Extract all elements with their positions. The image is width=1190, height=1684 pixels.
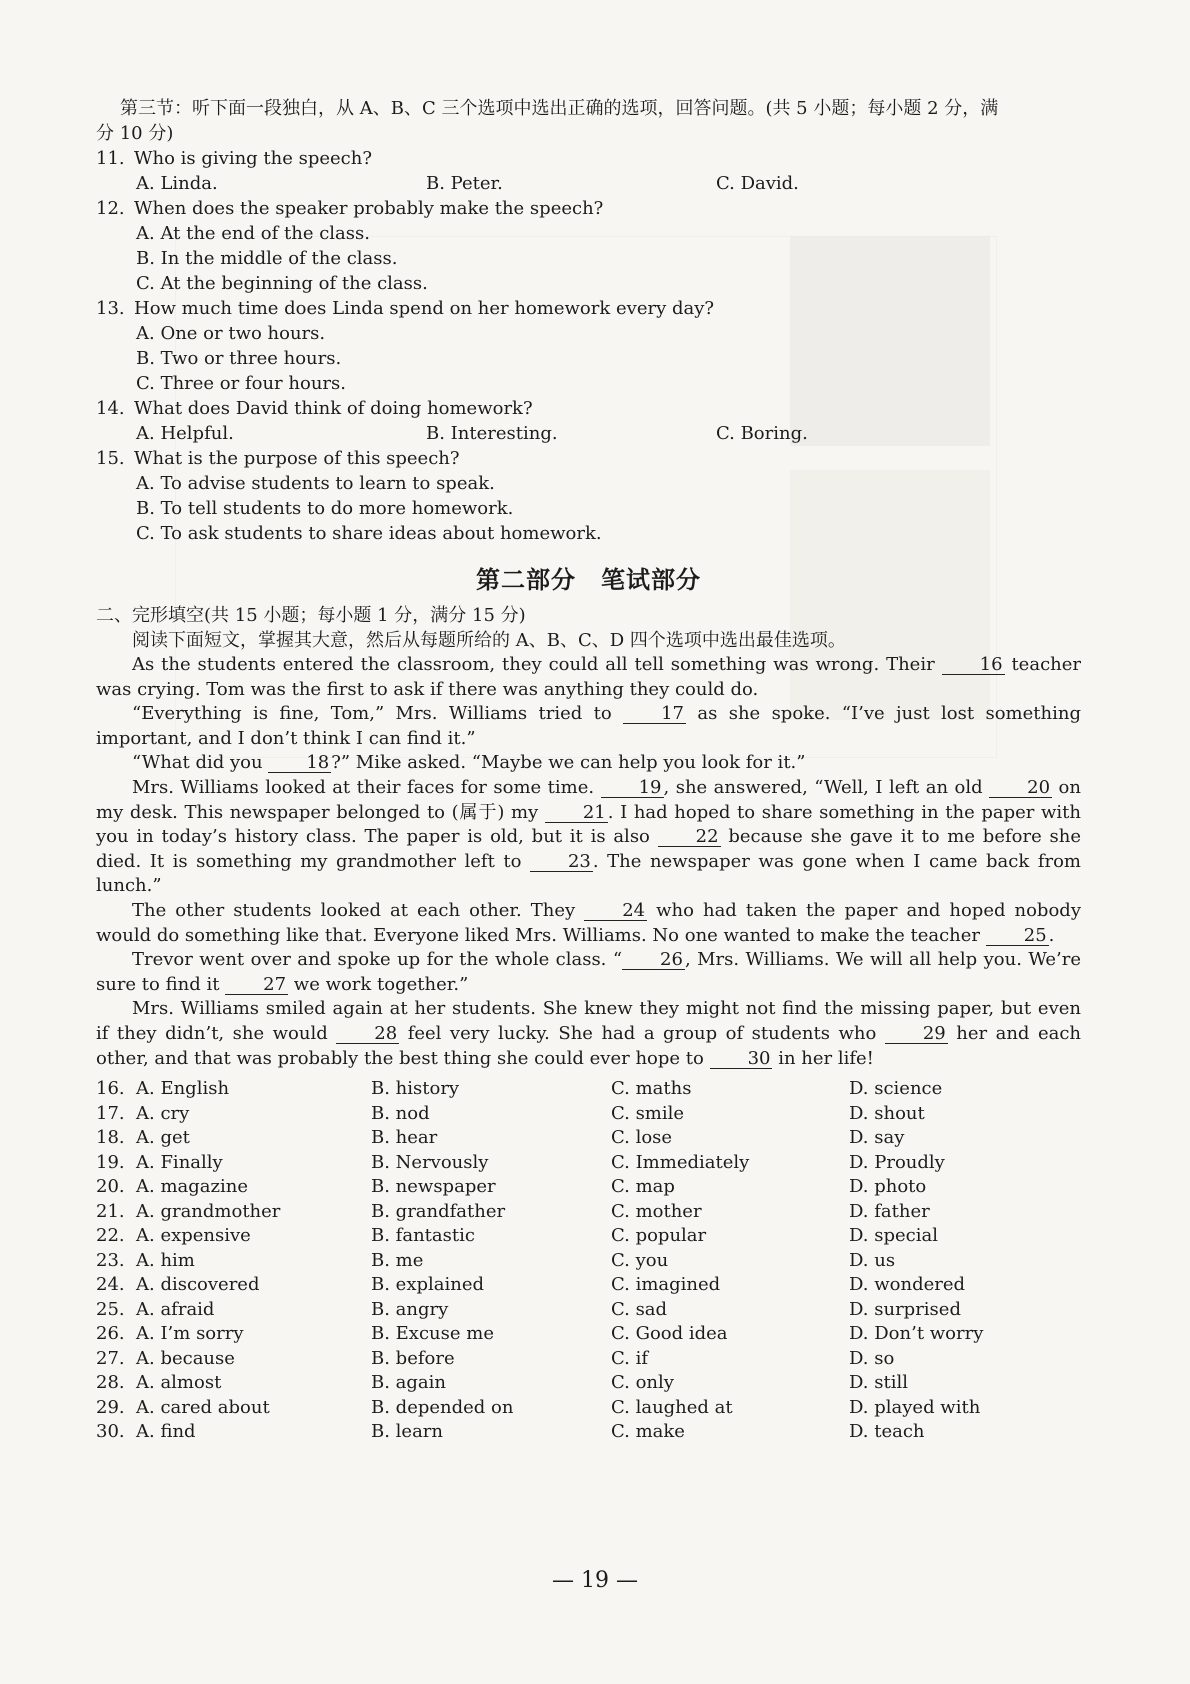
passage-text: teacher was crying. Tom was the first to ask if there was anything they could do. (96, 654, 1081, 700)
page-number: — 19 — (552, 1568, 638, 1593)
answer-option[interactable]: B. Excuse me (371, 1323, 494, 1345)
answer-option[interactable]: B. explained (371, 1274, 485, 1296)
option-row (96, 421, 1081, 446)
question-number: 30. (96, 1421, 125, 1443)
answer-option[interactable]: A. expensive (136, 1225, 251, 1247)
answer-option[interactable]: C. if (611, 1347, 648, 1369)
answer-option[interactable]: C. you (611, 1249, 669, 1271)
cloze-blank[interactable]: 17 (623, 705, 686, 724)
answer-option[interactable]: B. before (371, 1347, 455, 1369)
choice-row (96, 1347, 1081, 1372)
cloze-instructions: 阅读下面短文，掌握其大意，然后从每题所给的 A、B、C、D 四个选项中选出最佳选项。 (132, 630, 846, 651)
question-number: 17. (96, 1102, 125, 1124)
answer-option[interactable]: A. him (136, 1249, 195, 1271)
choice-row (96, 1396, 1081, 1421)
passage-paragraph (96, 776, 1081, 899)
answer-option[interactable]: B. hear (371, 1127, 438, 1149)
answer-option[interactable]: B. In the middle of the class. (136, 248, 398, 269)
section3-instructions-line1: 第三节：听下面一段独白，从 A、B、C 三个选项中选出正确的选项，回答问题。(共 5 小题；每小题 2 分，满 (120, 98, 999, 119)
answer-option[interactable]: B. Two or three hours. (136, 348, 342, 369)
answer-option[interactable]: A. get (136, 1127, 190, 1149)
question-number: 26. (96, 1323, 125, 1345)
choice-row (96, 1322, 1081, 1347)
cloze-blank[interactable]: 24 (584, 902, 647, 921)
listening-question (96, 446, 1081, 471)
answer-option[interactable]: C. popular (611, 1225, 707, 1247)
answer-option[interactable]: A. afraid (136, 1298, 215, 1320)
part2-title: 第二部分 笔试部分 (476, 566, 701, 594)
choice-row (96, 1298, 1081, 1323)
choice-row (96, 1077, 1081, 1102)
answer-option[interactable]: D. teach (849, 1421, 925, 1443)
answer-option[interactable]: C. Good idea (611, 1323, 728, 1345)
answer-option[interactable]: A. I’m sorry (136, 1323, 244, 1345)
cloze-choices (96, 1077, 1081, 1445)
passage-paragraph (96, 899, 1081, 948)
passage-text: Mrs. Williams smiled again at her students. She knew they might not find the missing paper, but even if they didn’t, she would (96, 998, 1081, 1044)
answer-option[interactable]: B. grandfather (371, 1200, 506, 1222)
passage-text: her and each other, and that was probably the best thing she could ever hope to (96, 1022, 1081, 1069)
passage-text: The other students looked at each other. They (132, 899, 585, 921)
answer-option[interactable]: C. To ask students to share ideas about homework. (136, 523, 602, 544)
passage-text: because she gave it to me before she died. It is something my grandmother left to (96, 826, 1081, 872)
passage-text: , she answered, “Well, I left an old (663, 776, 990, 798)
answer-option[interactable]: A. To advise students to learn to speak. (136, 473, 495, 494)
page-content (96, 96, 1081, 1445)
question-number: 23. (96, 1249, 125, 1271)
question-text: What does David think of doing homework? (134, 398, 533, 419)
section3-instructions (96, 96, 1081, 146)
answer-option[interactable]: C. smile (611, 1102, 685, 1124)
cloze-heading: 二、完形填空(共 15 小题；每小题 1 分，满分 15 分) (96, 605, 526, 626)
cloze-blank[interactable]: 27 (225, 976, 288, 995)
answer-option[interactable]: C. imagined (611, 1274, 721, 1296)
option-row (96, 171, 1081, 196)
choice-row (96, 1200, 1081, 1225)
question-number: 21. (96, 1200, 125, 1222)
question-number: 16. (96, 1078, 125, 1100)
choice-row (96, 1151, 1081, 1176)
answer-option[interactable]: A. English (136, 1078, 230, 1100)
answer-option[interactable]: D. still (849, 1372, 908, 1394)
passage-text: in her life! (772, 1047, 874, 1069)
answer-option[interactable]: C. make (611, 1421, 685, 1443)
listening-question (96, 146, 1081, 171)
answer-option[interactable]: C. Boring. (716, 423, 808, 444)
passage-paragraph (96, 948, 1081, 997)
answer-option[interactable]: D. father (849, 1200, 930, 1222)
passage-text: “What did you (132, 752, 269, 774)
question-text: Who is giving the speech? (134, 148, 372, 169)
cloze-blank[interactable]: 18 (268, 754, 331, 773)
question-number: 11. (96, 148, 125, 169)
listening-question (96, 396, 1081, 421)
passage-text: . I had hoped to share something in the paper with you in today’s history class. The paper is old, but it is also (96, 801, 1081, 848)
passage-text: we work together.” (288, 973, 469, 995)
answer-option[interactable]: A. Finally (136, 1151, 223, 1173)
answer-option[interactable]: D. science (849, 1078, 943, 1100)
passage-text: Mrs. Williams looked at their faces for some time. (132, 776, 601, 798)
answer-option[interactable]: C. maths (611, 1078, 692, 1100)
question-number: 13. (96, 298, 125, 319)
question-number: 24. (96, 1274, 125, 1296)
listening-question (96, 196, 1081, 221)
answer-option[interactable]: D. shout (849, 1102, 925, 1124)
answer-option[interactable]: B. nod (371, 1102, 430, 1124)
passage-text: ?” Mike asked. “Maybe we can help you look for it.” (331, 752, 806, 774)
choice-row (96, 1249, 1081, 1274)
cloze-blank[interactable]: 20 (989, 779, 1052, 798)
cloze-blank[interactable]: 19 (601, 779, 664, 798)
answer-option[interactable]: D. so (849, 1347, 895, 1369)
passage-paragraph (96, 653, 1081, 702)
cloze-blank[interactable]: 22 (658, 828, 721, 847)
answer-option[interactable]: A. One or two hours. (136, 323, 326, 344)
answer-option[interactable]: B. Interesting. (426, 423, 558, 444)
question-number: 25. (96, 1298, 125, 1320)
answer-option[interactable]: A. discovered (136, 1274, 260, 1296)
question-number: 15. (96, 448, 125, 469)
answer-option[interactable]: A. cared about (136, 1396, 270, 1418)
choice-row (96, 1175, 1081, 1200)
answer-option[interactable]: A. almost (136, 1372, 222, 1394)
passage-text: “Everything is fine, Tom,” Mrs. Williams tried to (132, 703, 624, 725)
passage-text: on my desk. This newspaper belonged to (属于) my (96, 776, 1081, 823)
cloze-blank[interactable]: 30 (710, 1050, 773, 1069)
cloze-blank[interactable]: 25 (986, 927, 1049, 946)
answer-option[interactable]: B. history (371, 1078, 460, 1100)
listening-questions (96, 146, 1081, 546)
choice-row (96, 1420, 1081, 1445)
listening-question (96, 296, 1081, 321)
question-number: 22. (96, 1225, 125, 1247)
question-text: How much time does Linda spend on her homework every day? (134, 298, 715, 319)
answer-option[interactable]: D. surprised (849, 1298, 961, 1320)
answer-option[interactable]: B. To tell students to do more homework. (136, 498, 514, 519)
answer-option[interactable]: B. angry (371, 1298, 449, 1320)
answer-option[interactable]: B. Peter. (426, 173, 503, 194)
answer-option[interactable]: C. lose (611, 1127, 673, 1149)
answer-option[interactable]: C. Immediately (611, 1151, 750, 1173)
choice-row (96, 1102, 1081, 1127)
answer-option[interactable]: D. say (849, 1127, 905, 1149)
passage-text: . The newspaper was gone when I came back from lunch.” (96, 850, 1081, 897)
answer-option[interactable]: B. fantastic (371, 1225, 475, 1247)
cloze-blank[interactable]: 29 (885, 1025, 948, 1044)
answer-option[interactable]: D. Don’t worry (849, 1323, 984, 1345)
passage-paragraph (96, 751, 1081, 776)
choice-row (96, 1371, 1081, 1396)
cloze-blank[interactable]: 28 (336, 1025, 399, 1044)
answer-option[interactable]: C. sad (611, 1298, 668, 1320)
question-number: 18. (96, 1127, 125, 1149)
question-number: 27. (96, 1347, 125, 1369)
answer-option[interactable]: A. cry (136, 1102, 190, 1124)
choice-row (96, 1126, 1081, 1151)
answer-option[interactable]: D. photo (849, 1176, 927, 1198)
question-number: 20. (96, 1176, 125, 1198)
passage-paragraph (96, 997, 1081, 1071)
answer-option[interactable]: C. At the beginning of the class. (136, 273, 428, 294)
question-number: 14. (96, 398, 125, 419)
question-number: 12. (96, 198, 125, 219)
answer-option[interactable]: A. find (136, 1421, 196, 1443)
choice-row (96, 1273, 1081, 1298)
passage-text: who had taken the paper and hoped nobody would do something like that. Everyone liked Mrs. Williams. No one wanted to make the teacher (96, 899, 1081, 946)
answer-option[interactable]: D. played with (849, 1396, 981, 1418)
passage-text: feel very lucky. She had a group of students who (399, 1022, 885, 1044)
answer-option[interactable]: B. again (371, 1372, 447, 1394)
answer-option[interactable]: A. At the end of the class. (136, 223, 370, 244)
passage-text: , Mrs. Williams. We will all help you. We’re sure to find it (96, 949, 1082, 995)
answer-option[interactable]: D. us (849, 1249, 896, 1271)
answer-option[interactable]: A. because (136, 1347, 235, 1369)
answer-option[interactable]: A. Linda. (136, 173, 218, 194)
answer-option[interactable]: B. depended on (371, 1396, 514, 1418)
answer-option[interactable]: C. laughed at (611, 1396, 733, 1418)
cloze-blank[interactable]: 23 (530, 853, 593, 872)
answer-option[interactable]: C. map (611, 1176, 675, 1198)
passage-paragraph (96, 702, 1081, 751)
answer-option[interactable]: C. Three or four hours. (136, 373, 346, 394)
passage-text: As the students entered the classroom, they could all tell something was wrong. Their (132, 654, 942, 675)
cloze-blank[interactable]: 16 (942, 656, 1005, 675)
answer-option[interactable]: B. learn (371, 1421, 444, 1443)
passage-text: Trevor went over and spoke up for the whole class. “ (132, 949, 623, 971)
answer-option[interactable]: C. mother (611, 1200, 702, 1222)
answer-option[interactable]: A. grandmother (136, 1200, 281, 1222)
answer-option[interactable]: C. David. (716, 173, 799, 194)
answer-option[interactable]: C. only (611, 1372, 674, 1394)
answer-option[interactable]: D. special (849, 1225, 938, 1247)
answer-option[interactable]: B. Nervously (371, 1151, 489, 1173)
section3-instructions-line2: 分 10 分) (96, 123, 174, 144)
answer-option[interactable]: D. wondered (849, 1274, 966, 1296)
cloze-passage (96, 653, 1081, 1071)
choice-row (96, 1224, 1081, 1249)
cloze-blank[interactable]: 21 (545, 804, 608, 823)
passage-text: . (1048, 924, 1055, 946)
question-number: 28. (96, 1372, 125, 1394)
question-number: 29. (96, 1396, 125, 1418)
answer-option[interactable]: A. Helpful. (136, 423, 234, 444)
answer-option[interactable]: D. Proudly (849, 1151, 945, 1173)
question-text: When does the speaker probably make the speech? (134, 198, 604, 219)
answer-option[interactable]: B. newspaper (371, 1176, 496, 1198)
question-text: What is the purpose of this speech? (134, 448, 460, 469)
answer-option[interactable]: B. me (371, 1249, 424, 1271)
answer-option[interactable]: A. magazine (136, 1176, 248, 1198)
cloze-blank[interactable]: 26 (622, 951, 685, 970)
passage-text: as she spoke. “I’ve just lost something important, and I don’t think I can find it.” (96, 703, 1081, 749)
question-number: 19. (96, 1151, 125, 1173)
